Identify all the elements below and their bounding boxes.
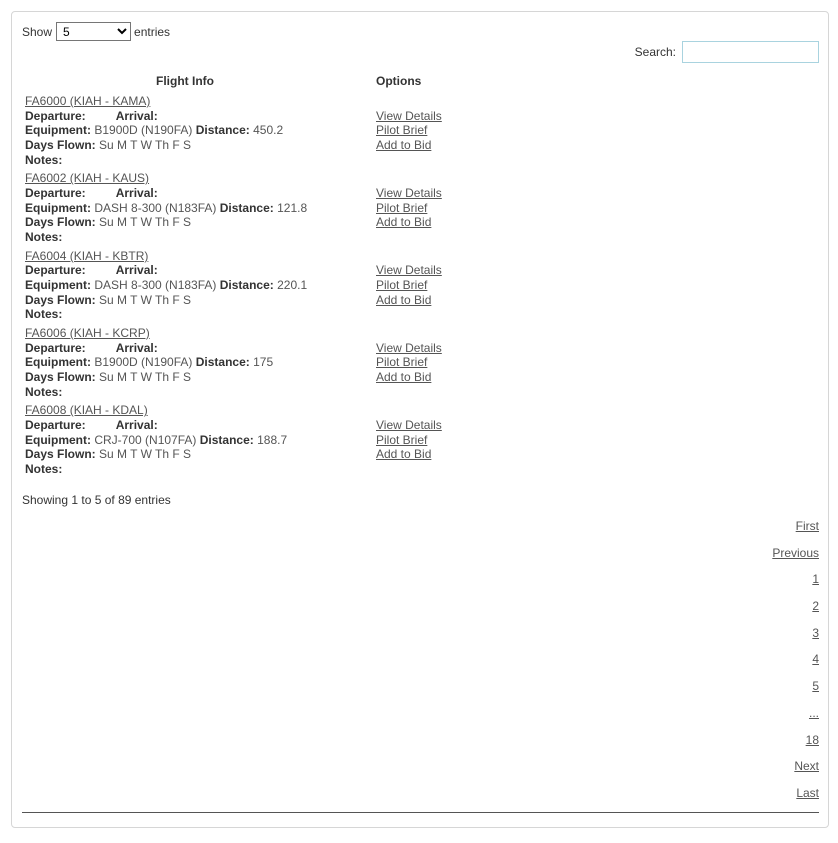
equipment-value: CRJ-700 (N107FA) <box>94 432 197 447</box>
equipment-label: Equipment: <box>25 355 91 370</box>
column-header-options[interactable]: Options <box>376 74 422 88</box>
options-cell <box>376 171 576 248</box>
distance-value: 220.1 <box>277 278 308 292</box>
flight-link[interactable]: FA6002 (KIAH - KAUS) <box>25 171 150 186</box>
notes-label: Notes: <box>25 462 63 476</box>
options-cell <box>376 94 576 171</box>
departure-label: Departure: <box>25 263 86 278</box>
days-flown-label: Days Flown: <box>25 138 96 153</box>
search-control <box>635 41 819 63</box>
arrival-label: Arrival: <box>115 340 158 355</box>
flight-table-panel <box>11 11 829 828</box>
days-flown-label: Days Flown: <box>25 215 96 230</box>
days-flown-value: Su M T W Th F S <box>99 292 192 307</box>
pagination-next[interactable]: Next <box>794 759 819 774</box>
pagination-page-5[interactable]: 5 <box>812 679 819 694</box>
view-details-link[interactable]: View Details <box>376 340 442 355</box>
add-to-bid-link[interactable]: Add to Bid <box>376 447 432 462</box>
table-row <box>25 326 815 403</box>
pilot-brief-link[interactable]: Pilot Brief <box>376 432 428 447</box>
flight-info-cell <box>25 403 376 480</box>
entries-label: entries <box>134 24 171 39</box>
arrival-label: Arrival: <box>115 108 158 123</box>
table-info: Showing 1 to 5 of 89 entries <box>22 493 171 507</box>
pagination-last[interactable]: Last <box>796 785 819 800</box>
pagination-page-18[interactable]: 18 <box>805 732 819 747</box>
pagination-first[interactable]: First <box>795 519 819 533</box>
view-details-link[interactable]: View Details <box>376 108 442 123</box>
pagination <box>772 516 819 810</box>
entries-per-page-select[interactable] <box>56 22 131 41</box>
add-to-bid-link[interactable]: Add to Bid <box>376 215 432 230</box>
show-label: Show <box>22 24 53 39</box>
equipment-label: Equipment: <box>25 278 91 292</box>
view-details-link[interactable]: View Details <box>376 263 442 278</box>
view-details-link[interactable]: View Details <box>376 417 442 432</box>
distance-label: Distance: <box>195 123 250 138</box>
flight-info-cell <box>25 171 376 248</box>
options-cell <box>376 403 576 480</box>
equipment-value: DASH 8-300 (N183FA) <box>94 278 217 292</box>
distance-value: 121.8 <box>277 200 308 215</box>
departure-label: Departure: <box>25 108 86 123</box>
days-flown-label: Days Flown: <box>25 447 96 462</box>
distance-value: 188.7 <box>257 432 288 447</box>
distance-label: Distance: <box>219 200 274 215</box>
notes-label: Notes: <box>25 230 63 245</box>
add-to-bid-link[interactable]: Add to Bid <box>376 138 432 153</box>
flight-info-cell <box>25 326 376 403</box>
equipment-label: Equipment: <box>25 200 91 215</box>
flight-info-cell <box>25 94 376 171</box>
column-header-flight-info[interactable]: Flight Info <box>156 74 214 88</box>
options-cell <box>376 326 576 403</box>
pagination-page-3[interactable]: 3 <box>812 625 819 640</box>
notes-label: Notes: <box>25 384 63 399</box>
table-row <box>25 403 815 480</box>
equipment-value: B1900D (N190FA) <box>94 123 193 138</box>
flight-link[interactable]: FA6000 (KIAH - KAMA) <box>25 94 151 108</box>
notes-label: Notes: <box>25 152 63 167</box>
days-flown-label: Days Flown: <box>25 370 96 384</box>
table-header <box>25 74 815 88</box>
table-row <box>25 171 815 248</box>
flight-info-cell <box>25 249 376 326</box>
pagination-page-2[interactable]: 2 <box>812 599 819 614</box>
pilot-brief-link[interactable]: Pilot Brief <box>376 200 428 215</box>
table-bottom-divider <box>22 812 819 813</box>
arrival-label: Arrival: <box>115 186 158 200</box>
search-input[interactable] <box>682 41 819 63</box>
departure-label: Departure: <box>25 186 86 200</box>
arrival-label: Arrival: <box>115 417 158 432</box>
add-to-bid-link[interactable]: Add to Bid <box>376 369 432 384</box>
days-flown-label: Days Flown: <box>25 292 96 307</box>
equipment-label: Equipment: <box>25 123 91 138</box>
entries-length-control <box>22 22 170 41</box>
pilot-brief-link[interactable]: Pilot Brief <box>376 355 428 370</box>
flight-link[interactable]: FA6004 (KIAH - KBTR) <box>25 248 149 263</box>
flight-link[interactable]: FA6008 (KIAH - KDAL) <box>25 403 148 418</box>
pilot-brief-link[interactable]: Pilot Brief <box>376 123 428 138</box>
departure-label: Departure: <box>25 417 86 432</box>
days-flown-value: Su M T W Th F S <box>99 370 192 384</box>
arrival-label: Arrival: <box>115 263 158 278</box>
pagination-page-1[interactable]: 1 <box>812 572 819 587</box>
options-cell <box>376 249 576 326</box>
distance-label: Distance: <box>195 355 250 370</box>
departure-label: Departure: <box>25 340 86 355</box>
distance-label: Distance: <box>199 432 254 447</box>
days-flown-value: Su M T W Th F S <box>99 215 192 230</box>
pagination-ellipsis[interactable]: ... <box>808 705 819 720</box>
pilot-brief-link[interactable]: Pilot Brief <box>376 277 428 292</box>
pagination-previous[interactable]: Previous <box>772 545 819 560</box>
flight-table <box>25 74 815 480</box>
table-body <box>25 94 815 480</box>
add-to-bid-link[interactable]: Add to Bid <box>376 292 432 307</box>
distance-label: Distance: <box>219 278 274 292</box>
flight-link[interactable]: FA6006 (KIAH - KCRP) <box>25 325 150 340</box>
distance-value: 450.2 <box>253 123 284 138</box>
pagination-page-4[interactable]: 4 <box>812 652 819 667</box>
equipment-value: B1900D (N190FA) <box>94 355 193 370</box>
table-row <box>25 249 815 326</box>
notes-label: Notes: <box>25 307 63 322</box>
distance-value: 175 <box>253 355 274 370</box>
equipment-value: DASH 8-300 (N183FA) <box>94 200 217 215</box>
view-details-link[interactable]: View Details <box>376 185 442 200</box>
days-flown-value: Su M T W Th F S <box>99 138 192 153</box>
equipment-label: Equipment: <box>25 432 91 447</box>
days-flown-value: Su M T W Th F S <box>99 447 192 462</box>
search-label: Search: <box>634 45 676 59</box>
table-row <box>25 94 815 171</box>
